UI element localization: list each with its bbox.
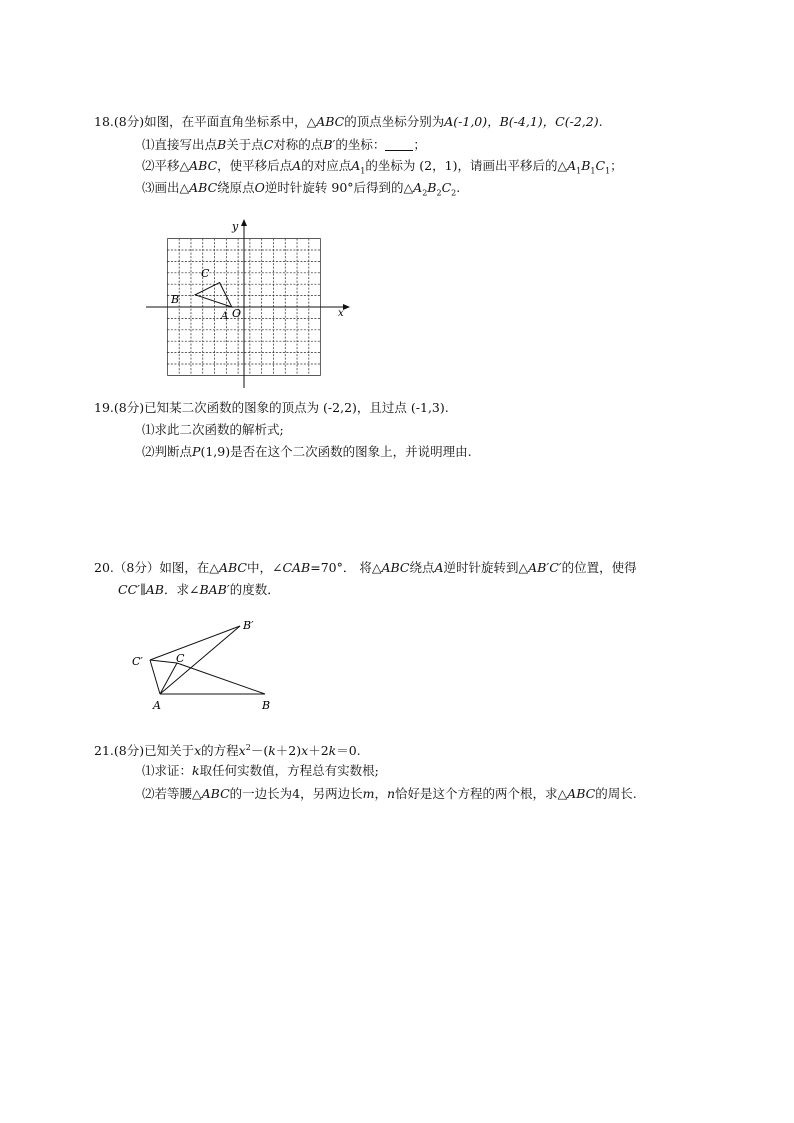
q20-text7: ．求 <box>163 582 189 597</box>
q18-s1-c: C <box>263 137 274 152</box>
q18-sub1 <box>142 137 426 153</box>
q18-s2-a1-sub: 1 <box>360 166 366 176</box>
q18-s3-sub1: 2 <box>422 188 428 198</box>
q18-s2-tri1-a: △A <box>557 158 577 173</box>
q18-head-text: 18.(8分)如图，在平面直角坐标系中， <box>94 114 307 129</box>
q21-s2-tri: △ABC <box>192 786 230 801</box>
q18-s3-sub2: 2 <box>436 188 442 198</box>
q21-s2-text4: 的周长. <box>595 786 637 801</box>
q21-text2: 的方程 <box>201 743 239 759</box>
q21-text6: ＝0. <box>336 743 361 759</box>
origin-label: O <box>232 307 242 320</box>
segment-cc-prime <box>150 660 177 663</box>
q18-s1-text2: 关于点 <box>226 137 264 152</box>
q21-s1-text: ⑴求证： <box>142 763 193 778</box>
q18-s3-tri2-a: △A <box>403 180 423 195</box>
y-axis-arrow <box>241 219 247 226</box>
point-c-label: C <box>201 267 210 280</box>
q18-s2-a1: A <box>351 158 361 173</box>
q18-s3-end: . <box>456 180 461 195</box>
q21-heading <box>94 740 361 759</box>
segment-ab-prime <box>160 626 240 694</box>
q21-x3: x <box>301 743 309 759</box>
q18-s1-text3: 对称的点 <box>273 137 324 152</box>
q18-s2-a: A <box>292 158 302 173</box>
rotation-figure <box>125 615 285 715</box>
q20-text1: 20.（8分）如图，在 <box>94 560 210 575</box>
q18-s1-b: B <box>217 137 227 152</box>
q18-triangle: △ABC <box>306 114 345 129</box>
q21-sub1 <box>142 763 379 779</box>
label-b: B <box>262 699 271 712</box>
q21-s2-text2: 的一边长为4，另两边长 <box>229 786 363 801</box>
q21-s2-text3: 恰好是这个方程的两个根，求 <box>395 786 558 801</box>
q18-sub3 <box>142 180 460 202</box>
q18-head-text-2: 的顶点坐标分别为 <box>344 114 445 129</box>
q21-x: x <box>194 743 202 759</box>
q18-s2-sub2: 1 <box>590 166 596 176</box>
y-axis-label: y <box>232 220 239 233</box>
answer-blank[interactable] <box>385 138 413 151</box>
q18-s2-tri: △ABC <box>179 158 218 173</box>
q20-tri2: △ABC <box>371 560 410 575</box>
q18-s1-text: ⑴直接写出点 <box>142 137 218 152</box>
q20-text6: 的位置，使得 <box>561 560 637 575</box>
q21-sub2 <box>142 786 637 802</box>
q18-s3-tri2-c: C <box>441 180 452 195</box>
q18-s2-text: ⑵平移 <box>142 158 180 173</box>
q21-sup: 2 <box>245 743 251 752</box>
q20-line2 <box>118 582 280 598</box>
q21-text1: 21.(8分)已知关于 <box>94 743 195 759</box>
q21-text4: ＋2) <box>275 743 302 759</box>
segment-cb <box>177 663 265 694</box>
q18-s1-end: ； <box>413 137 426 152</box>
label-b-prime: B′ <box>243 619 254 632</box>
q21-s1-text2: 取任何实数值，方程总有实数根; <box>199 763 379 778</box>
x-axis-label: x <box>338 308 344 319</box>
q18-s3-text2: 绕原点 <box>217 180 255 195</box>
q18-s2-text4: 的坐标为 (2，1)，请画出平移后的 <box>365 158 558 173</box>
q21-s2-comma: ， <box>374 786 387 801</box>
segment-ac-prime <box>150 660 160 694</box>
q21-s1-k: k <box>192 763 200 778</box>
q18-s1-bprime: B′ <box>323 137 336 152</box>
label-a: A <box>153 699 161 712</box>
q20-angle-cab: ∠CAB <box>271 560 311 575</box>
q18-coords: A(-1,0)，B(-4,1)，C(-2,2). <box>444 114 603 129</box>
q18-s2-tri1-b: B <box>581 158 591 173</box>
q18-s2-text3: 的对应点 <box>301 158 352 173</box>
q20-tri: △ABC <box>209 560 247 575</box>
q19-s2-p: P <box>192 444 201 459</box>
q18-s3-tri: △ABC <box>179 180 218 195</box>
q18-sub2 <box>142 158 623 180</box>
q20-cc-prime: CC′ <box>118 582 140 597</box>
q19-heading: 19.(8分)已知某二次函数的图象的顶点为 (-2,2)，且过点 (-1,3). <box>94 400 449 415</box>
q21-s2-tri2: △ABC <box>557 786 596 801</box>
q18-s3-o: O <box>254 180 265 195</box>
q19-sub1: ⑴求此二次函数的解析式; <box>142 422 284 437</box>
q20-text5: 逆时针旋转到 <box>443 560 519 575</box>
q20-text3: =70°． 将 <box>310 560 372 575</box>
q21-text5: ＋2 <box>308 743 329 759</box>
q21-text3: －( <box>250 743 269 759</box>
q18-s3-sub3: 2 <box>451 188 457 198</box>
q21-s2-m: m <box>362 786 375 801</box>
q20-tri-prime: △AB′C′ <box>518 560 562 575</box>
q21-k: k <box>268 743 276 759</box>
q20-ab: AB <box>145 582 164 597</box>
q18-s3-text: ⑶画出 <box>142 180 180 195</box>
q18-s2-sub1: 1 <box>576 166 582 176</box>
q18-s1-text4: 的坐标： <box>335 137 386 152</box>
q20-line1 <box>94 560 637 576</box>
segment-ac <box>160 663 177 694</box>
x-axis-arrow <box>343 304 350 310</box>
q19-s2-text: ⑵判断点 <box>142 444 193 459</box>
q20-angle-bab: ∠BAB′ <box>188 582 230 597</box>
point-a-label: A <box>221 311 229 322</box>
q18-s3-tri2-b: B <box>427 180 437 195</box>
q19-s2-text2: (1,9)是否在这个二次函数的图象上，并说明理由. <box>200 444 472 459</box>
q18-s3-text3: 逆时针旋转 90°后得到的 <box>264 180 404 195</box>
q18-s2-sub3: 1 <box>605 166 611 176</box>
point-b-label: B <box>171 293 180 306</box>
q21-s2-text: ⑵若等腰 <box>142 786 193 801</box>
label-c: C <box>176 652 185 665</box>
q19-sub2 <box>142 444 472 460</box>
q20-parallel: ∥ <box>139 582 146 597</box>
q21-k2: k <box>328 743 337 759</box>
q18-s2-tri1-c: C <box>595 158 606 173</box>
q18-s2-end: ； <box>610 158 623 173</box>
q18-heading <box>94 114 603 130</box>
q20-text2: 中， <box>246 560 272 575</box>
q20-text8: 的度数． <box>229 582 280 597</box>
q21-s2-n: n <box>386 786 396 801</box>
q20-point-a: A <box>434 560 444 575</box>
q21-x2: x <box>238 743 246 759</box>
segment-c-prime-b-prime <box>150 626 240 660</box>
coordinate-grid-figure <box>138 218 358 393</box>
q20-text4: 绕点 <box>409 560 435 575</box>
label-c-prime: C′ <box>132 655 143 668</box>
q18-s2-text2: ，使平移后点 <box>217 158 293 173</box>
